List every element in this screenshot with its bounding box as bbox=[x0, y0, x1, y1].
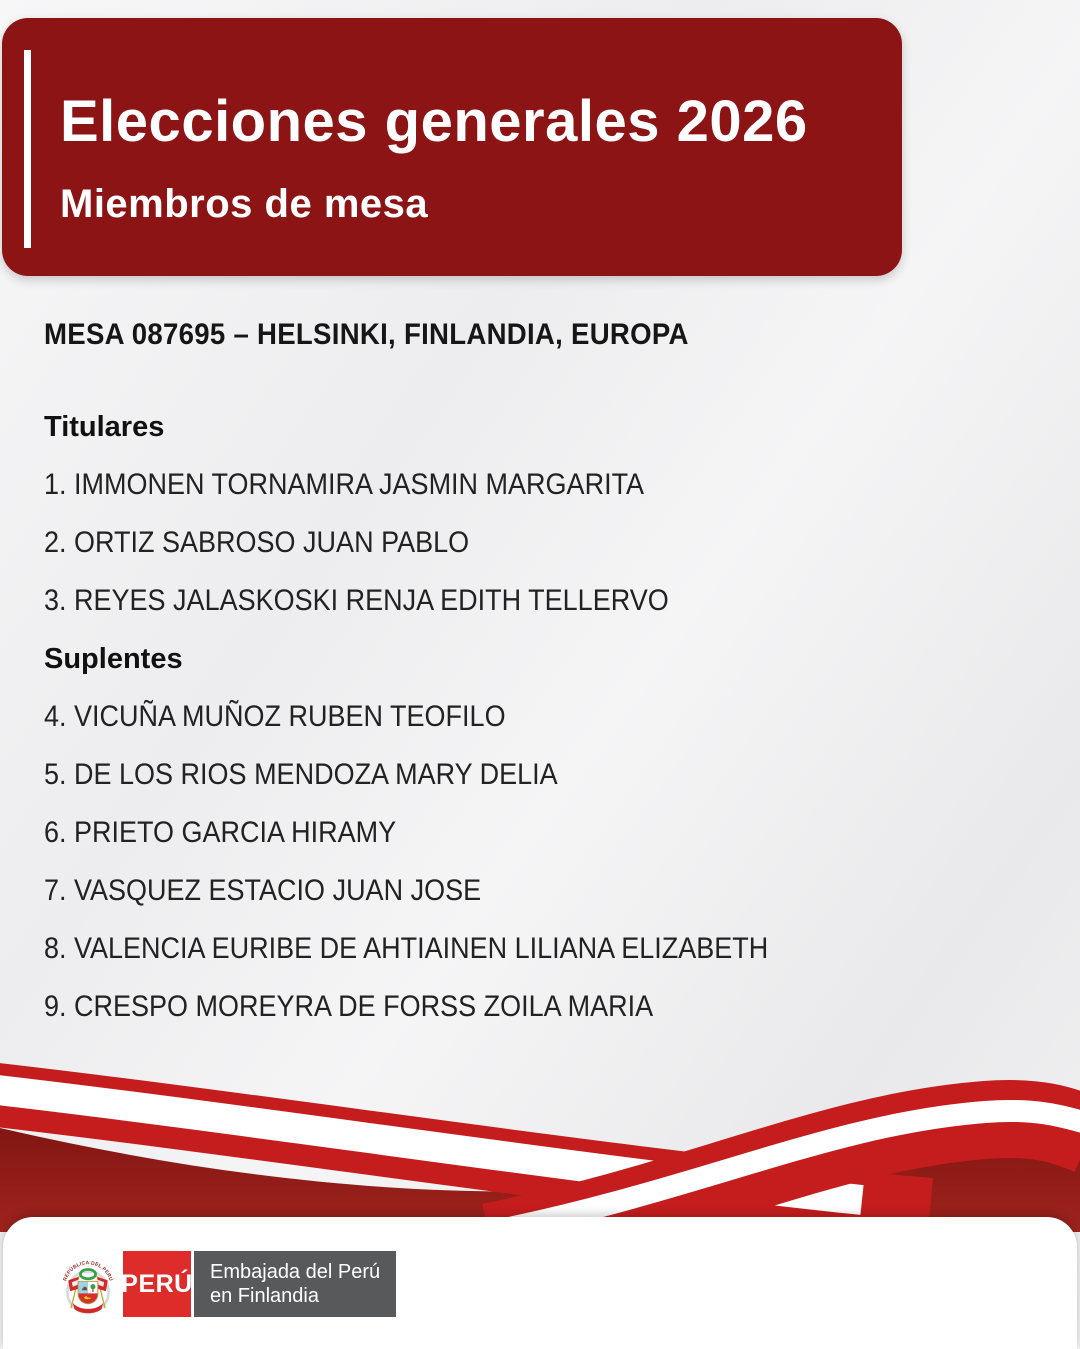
members-list bbox=[44, 398, 1044, 1036]
peru-brand-label: PERÚ bbox=[121, 1269, 193, 1298]
peru-brand-box bbox=[123, 1251, 191, 1317]
embassy-name-box bbox=[194, 1251, 396, 1317]
list-item: 5. DE LOS RIOS MENDOZA MARY DELIA bbox=[44, 758, 558, 791]
header-banner bbox=[2, 18, 902, 276]
header-accent-bar bbox=[24, 50, 31, 248]
list-item: 9. CRESPO MOREYRA DE FORSS ZOILA MARIA bbox=[44, 990, 654, 1023]
emblem-arc-text: REPÚBLICA DEL PERÚ bbox=[62, 1260, 114, 1282]
list-item: 6. PRIETO GARCIA HIRAMY bbox=[44, 816, 397, 849]
embassy-logo bbox=[59, 1249, 396, 1319]
peru-coat-of-arms-icon bbox=[59, 1249, 117, 1319]
flag-ribbon-wave bbox=[0, 1032, 1080, 1232]
list-item: 2. ORTIZ SABROSO JUAN PABLO bbox=[44, 526, 470, 559]
embassy-name-line2: en Finlandia bbox=[210, 1285, 319, 1307]
titulares-label: Titulares bbox=[44, 411, 165, 443]
suplentes-label: Suplentes bbox=[44, 643, 183, 675]
embassy-name-line1: Embajada del Perú bbox=[210, 1261, 381, 1283]
page-subtitle: Miembros de mesa bbox=[60, 182, 429, 226]
list-item: 7. VASQUEZ ESTACIO JUAN JOSE bbox=[44, 874, 482, 907]
page-title: Elecciones generales 2026 bbox=[60, 89, 808, 154]
list-item: 4. VICUÑA MUÑOZ RUBEN TEOFILO bbox=[44, 700, 506, 733]
list-item: 8. VALENCIA EURIBE DE AHTIAINEN LILIANA ELIZABETH bbox=[44, 932, 769, 965]
list-item: 3. REYES JALASKOSKI RENJA EDITH TELLERVO bbox=[44, 584, 669, 617]
footer-card bbox=[3, 1217, 1077, 1349]
list-item: 1. IMMONEN TORNAMIRA JASMIN MARGARITA bbox=[44, 468, 645, 501]
mesa-heading: MESA 087695 – HELSINKI, FINLANDIA, EUROPA bbox=[44, 318, 689, 351]
